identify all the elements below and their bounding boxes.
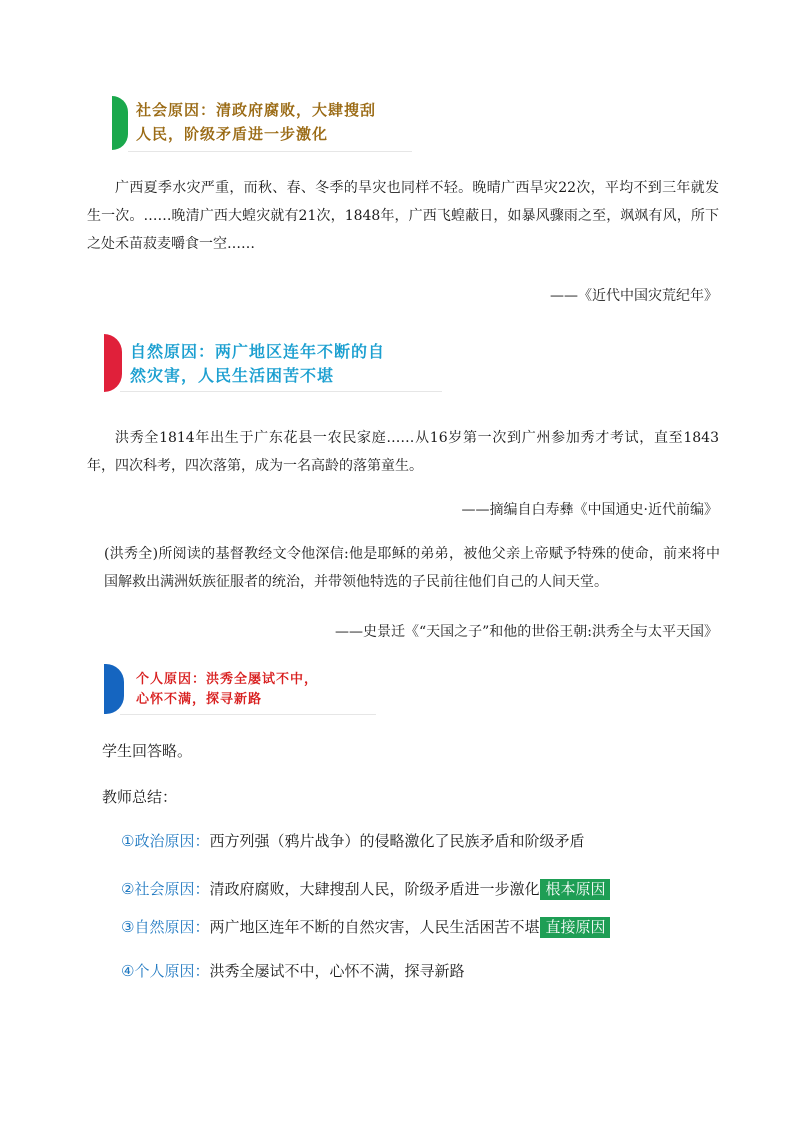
summary-text: 清政府腐败，大肆搜刮人民，阶级矛盾进一步激化 <box>209 880 540 898</box>
paragraph-christianity: (洪秀全)所阅读的基督教经文令他深信:他是耶稣的弟弟，被他父亲上帝赋予特殊的使命，前来将中国解救出满洲妖族征服者的统治，并带领他特选的子民前往他们自己的人间天堂。 <box>104 546 720 590</box>
banner-personal-cause <box>104 664 380 720</box>
source-citation: ——摘编自白寿彝《中国通史·近代前编》 <box>461 502 718 518</box>
paragraph-hong-xiuquan: 洪秀全1814年出生于广东花县一农民家庭……从16岁第一次到广州参加秀才考试，直至1843年，四次科考，四次落第，成为一名高龄的落第童生。 <box>87 430 719 474</box>
banner-text: 社会原因：清政府腐败，大肆搜刮 人民，阶级矛盾进一步激化 <box>136 101 377 143</box>
student-answer: 学生回答略。 <box>102 742 193 760</box>
banner-natural-cause <box>104 334 444 390</box>
summary-text: 西方列强（鸦片战争）的侵略激化了民族矛盾和阶级矛盾 <box>209 832 585 850</box>
root-cause-badge: 根本原因 <box>540 879 610 900</box>
banner-tab <box>104 664 124 714</box>
teacher-summary: 教师总结： <box>102 788 178 806</box>
banner-tab <box>104 334 122 392</box>
summary-label: ①政治原因： <box>121 832 210 850</box>
source-citation: ——史景迁《“天国之子”和他的世俗王朝:洪秀全与太平天国》 <box>334 624 718 640</box>
direct-cause-badge: 直接原因 <box>540 917 610 938</box>
summary-item-natural <box>121 916 610 938</box>
summary-item-personal <box>121 960 464 982</box>
banner-tab <box>112 96 128 150</box>
banner-text: 自然原因：两广地区连年不断的自 然灾害，人民生活困苦不堪 <box>130 342 386 385</box>
summary-label: ②社会原因： <box>121 880 210 898</box>
source-citation: ——《近代中国灾荒纪年》 <box>550 288 718 304</box>
banner-text: 个人原因：洪秀全屡试不中， 心怀不满，探寻新路 <box>136 672 319 707</box>
summary-item-political <box>121 830 584 852</box>
summary-label: ③自然原因： <box>121 918 210 936</box>
summary-text: 两广地区连年不断的自然灾害，人民生活困苦不堪 <box>209 918 540 936</box>
summary-label: ④个人原因： <box>121 962 210 980</box>
summary-text: 洪秀全屡试不中，心怀不满，探寻新路 <box>209 962 465 980</box>
summary-item-social <box>121 878 610 900</box>
paragraph-disasters: 广西夏季水灾严重，而秋、春、冬季的旱灾也同样不轻。晚晴广西旱灾22次，平均不到三年就发生一次。……晚清广西大蝗灾就有21次，1848年，广西飞蝗蔽日，如暴风骤雨之至，飒飒有风，所下之处禾苗菽麦嚼食一空…… <box>87 180 719 252</box>
banner-social-cause <box>112 96 412 152</box>
